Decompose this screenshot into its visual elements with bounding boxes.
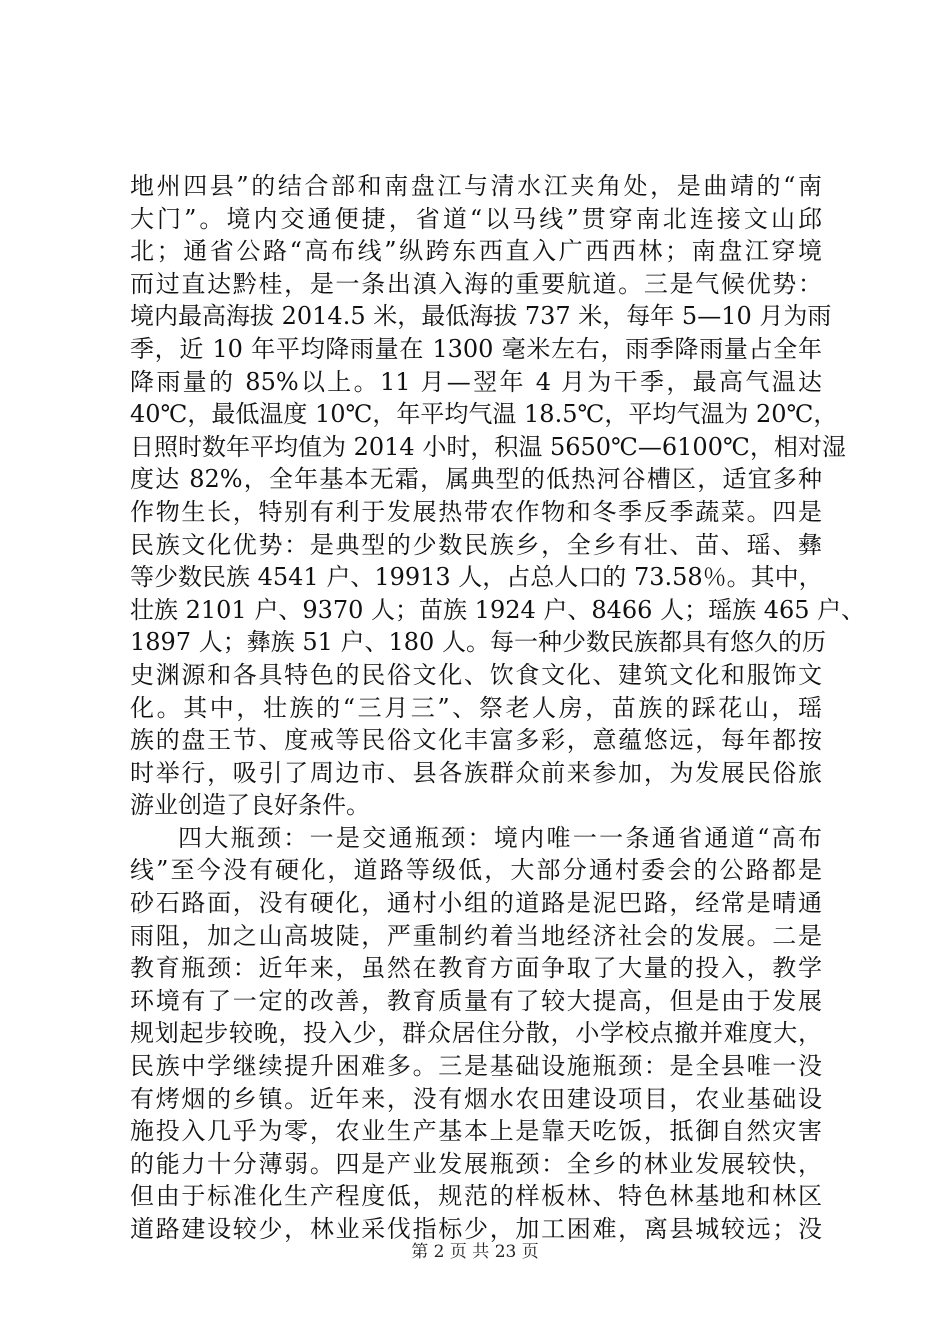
text-line: 作物生长，特别有利于发展热带农作物和冬季反季蔬菜。四是 (130, 497, 822, 526)
text-line: 民族文化优势：是典型的少数民族乡，全乡有壮、苗、瑶、彝 (130, 530, 822, 559)
text-line: 环境有了一定的改善，教育质量有了较大提高，但是由于发展 (130, 986, 822, 1015)
text-line: 但由于标准化生产程度低，规范的样板林、特色林基地和林区 (130, 1182, 822, 1211)
text-line: 度达 82%，全年基本无霜，属典型的低热河谷槽区，适宜多种 (130, 465, 822, 494)
text-line: 地州四县”的结合部和南盘江与清水江夹角处，是曲靖的“南 (130, 172, 822, 200)
text-line: 而过直达黔桂，是一条出滇入海的重要航道。三是气候优势： (130, 269, 822, 298)
text-line: 北；通省公路“高布线”纵跨东西直入广西西林；南盘江穿境 (130, 237, 822, 266)
text-line: 等少数民族 4541 户、19913 人，占总人口的 73.58％。其中， (130, 563, 823, 592)
text-line: 教育瓶颈：近年来，虽然在教育方面争取了大量的投入，教学 (130, 954, 822, 983)
text-line: 日照时数年平均值为 2014 小时，积温 5650℃—6100℃，相对湿 (130, 432, 846, 461)
text-line: 族的盘王节、度戒等民俗文化丰富多彩，意蕴悠远，每年都按 (130, 726, 822, 755)
text-line: 壮族 2101 户、9370 人；苗族 1924 户、8466 人；瑶族 465 户、 (130, 595, 866, 624)
text-line: 1897 人；彝族 51 户、180 人。每一种少数民族都具有悠久的历 (130, 628, 826, 657)
text-line: 线”至今没有硬化，道路等级低，大部分通村委会的公路都是 (130, 856, 822, 885)
text-line: 时举行，吸引了周边市、县各族群众前来参加，为发展民俗旅 (130, 758, 822, 787)
text-line: 施投入几乎为零，农业生产基本上是靠天吃饭，抵御自然灾害 (130, 1117, 822, 1146)
body-text (130, 170, 866, 1246)
paragraph-start-line: 四大瓶颈：一是交通瓶颈：境内唯一一条通省通道“高布 (178, 823, 822, 852)
page-number: 第 2 页 共 23 页 (411, 1242, 539, 1262)
text-line: 40℃，最低温度 10℃，年平均气温 18.5℃，平均气温为 20℃， (130, 400, 838, 429)
text-line: 大门”。境内交通便捷，省道“以马线”贯穿南北连接文山邱 (130, 204, 822, 233)
text-line: 雨阻，加之山高坡陡，严重制约着当地经济社会的发展。二是 (130, 921, 822, 950)
text-line: 道路建设较少，林业采伐指标少，加工困难，离县城较远；没 (130, 1215, 822, 1243)
text-line: 游业创造了良好条件。 (130, 791, 370, 820)
text-line: 降雨量的 85%以上。11 月—翌年 4 月为干季，最高气温达 (130, 367, 822, 396)
text-line: 民族中学继续提升困难多。三是基础设施瓶颈：是全县唯一没 (130, 1052, 822, 1081)
text-line: 史渊源和各具特色的民俗文化、饮食文化、建筑文化和服饰文 (130, 660, 822, 689)
page-footer (0, 1240, 950, 1264)
text-line: 规划起步较晚，投入少，群众居住分散，小学校点撤并难度大， (130, 1019, 822, 1048)
text-line: 境内最高海拔 2014.5 米，最低海拔 737 米，每年 5—10 月为雨 (130, 302, 832, 331)
text-line: 季，近 10 年平均降雨量在 1300 毫米左右，雨季降雨量占全年 (130, 334, 822, 363)
text-line: 的能力十分薄弱。四是产业发展瓶颈：全乡的林业发展较快， (130, 1149, 822, 1178)
text-line: 化。其中，壮族的“三月三”、祭老人房，苗族的踩花山，瑶 (130, 693, 822, 722)
text-line: 砂石路面，没有硬化，通村小组的道路是泥巴路，经常是晴通 (130, 889, 822, 918)
text-line: 有烤烟的乡镇。近年来，没有烟水农田建设项目，农业基础设 (130, 1084, 822, 1113)
